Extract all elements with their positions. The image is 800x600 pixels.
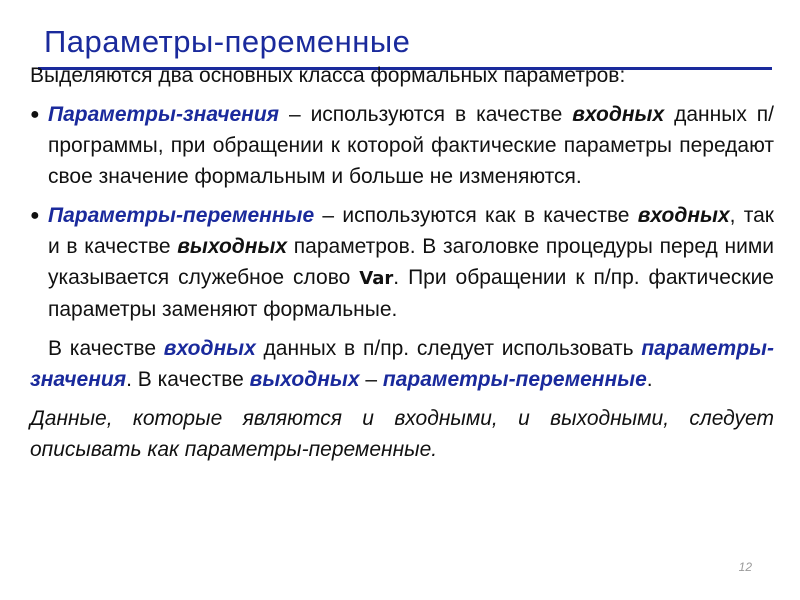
- slide-content: [30, 60, 774, 465]
- bullet2-text4: . При обращении к п/пр. фактические параметры заменяют формальные.: [48, 266, 774, 321]
- bullet2-bold2: выходных: [177, 235, 288, 258]
- bullet2-text2: , так и в качестве: [48, 204, 774, 258]
- bullet2-text1: – используются как в качестве: [314, 204, 638, 227]
- para3-bold2: параметры-значения: [30, 337, 774, 391]
- page-number: 12: [738, 560, 752, 574]
- para3-bold3: выходных: [249, 368, 360, 391]
- slide-title: Параметры-переменные: [44, 24, 411, 59]
- para3-text2: данных в п/пр. следует использовать: [255, 337, 642, 360]
- para3-text3: . В качестве: [126, 368, 250, 391]
- bullet1-text1: – используются в качестве: [279, 103, 573, 126]
- bullet-value-params: [30, 99, 774, 192]
- summary-paragraph: Данные, которые являются и входными, и выходными, следует описывать как параметры-переменные.: [30, 407, 774, 461]
- term-var-params: Параметры-переменные: [48, 204, 315, 227]
- bullet1-text2: данных п/программы, при обращении к которой фактические параметры передают свое значение формальным и больше не изменяются.: [48, 103, 774, 188]
- para3-text1: В качестве: [48, 337, 164, 360]
- intro-paragraph: Выделяются два основных класса формальных параметров:: [30, 64, 626, 87]
- bullet2-text3: параметров. В заголовке процедуры перед ними указывается служебное слово: [48, 235, 774, 289]
- bullet-var-params: [30, 200, 774, 325]
- bullet2-bold1: входных: [637, 204, 730, 227]
- bullet-dot-icon: ●: [30, 207, 40, 224]
- para3-text5: .: [646, 368, 653, 391]
- term-value-params: Параметры-значения: [48, 103, 280, 126]
- para3-bold4: параметры-переменные: [382, 368, 647, 391]
- bullet-dot-icon: ●: [30, 106, 40, 123]
- bullet1-bold: входных: [572, 103, 665, 126]
- usage-paragraph: [30, 333, 774, 395]
- para3-bold1: входных: [163, 337, 256, 360]
- keyword-var: Var: [359, 268, 394, 289]
- para3-text4: –: [359, 368, 383, 391]
